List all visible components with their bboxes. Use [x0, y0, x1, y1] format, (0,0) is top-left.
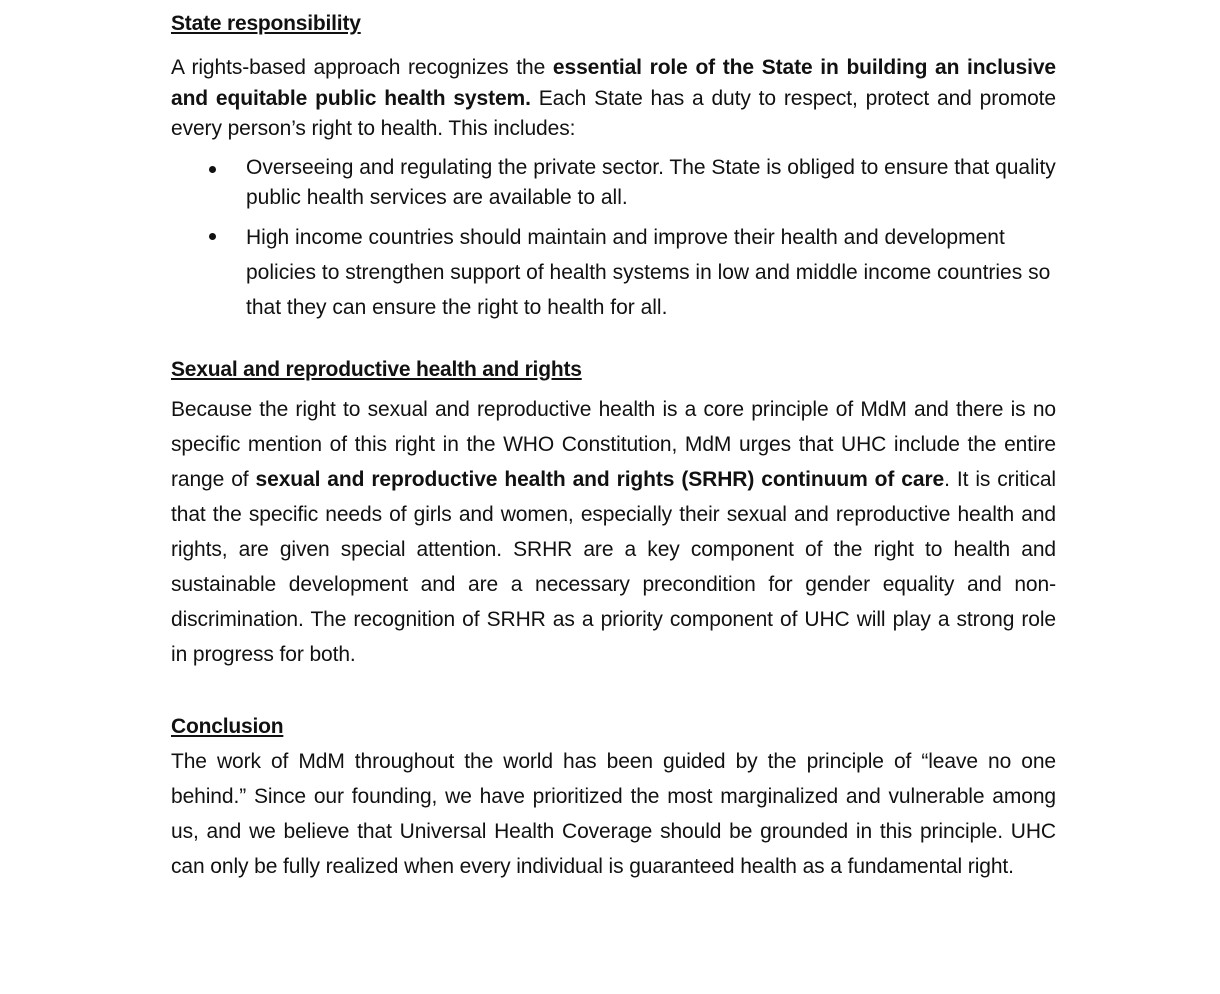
document-page [171, 8, 1056, 884]
list-item [171, 153, 1056, 214]
paragraph-conclusion: The work of MdM throughout the world has been guided by the principle of “leave no one behind.” Since our founding, we have prioritized the most marginalized and vulnerable among us, and we believe that Universal Health Coverage should be grounded in this principle. UHC can only be fully realized when every individual is guaranteed health as a fundamental right. [171, 749, 1056, 878]
bullet-dot-icon [209, 233, 216, 240]
heading-srhr: Sexual and reproductive health and rights [171, 357, 582, 381]
paragraph-srhr-text-1: Because the right to sexual and reproductive health is a core principle of MdM and there is no specific mention of this right in the WHO Constitution, MdM urges that UHC include the entire range of [171, 397, 1056, 491]
paragraph-state-bold: essential role of the State in building an inclusive and equitable public health system. [171, 56, 1057, 110]
paragraph-srhr-text-2: . It is critical that the specific needs of girls and women, especially their sexual and reproductive health and rights, are given special attention. SRHR are a key component of the right to health and sustainable development and are a necessary precondition for gender equality and non-discrimination. The recognition of SRHR as a priority component of UHC will play a strong role in progress for both. [171, 467, 1056, 666]
bullet-dot-icon [209, 166, 216, 173]
paragraph-srhr [171, 392, 1056, 672]
heading-conclusion: Conclusion [171, 714, 284, 738]
heading-state-responsibility: State responsibility [171, 12, 361, 35]
list-item [171, 220, 1056, 325]
list-item-text: High income countries should maintain and improve their health and development policies to strengthen support of health systems in low and middle income countries so that they can ensure the right to health for all. [246, 225, 1051, 319]
state-bullet-list [171, 153, 1056, 325]
paragraph-srhr-bold: sexual and reproductive health and rights (SRHR) continuum of care [255, 467, 945, 491]
paragraph-state-text-1: A rights-based approach recognizes the [171, 56, 553, 79]
paragraph-state-text-2: Each State has a duty to respect, protect and promote every person’s right to health. This includes: [171, 86, 1056, 140]
list-item-text: Overseeing and regulating the private sector. The State is obliged to ensure that quality public health services are available to all. [246, 155, 1056, 209]
paragraph-state [171, 53, 1056, 145]
